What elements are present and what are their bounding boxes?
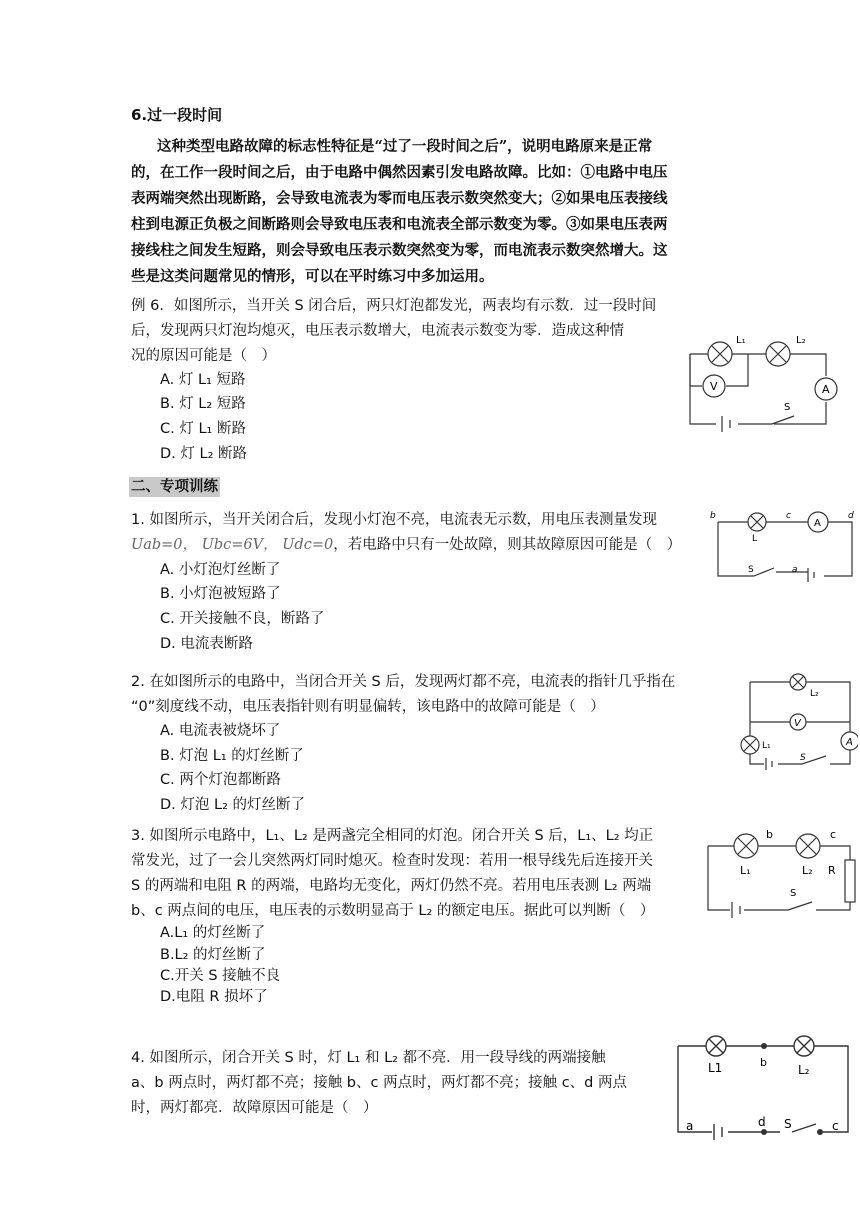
question-line [131, 533, 681, 558]
switch-label: S [748, 565, 754, 575]
question-line: b、c 两点间的电压，电压表的示数明显高于 L₂ 的额定电压。据此可以判断（ ） [131, 903, 655, 919]
point-a: a [686, 1119, 694, 1133]
point-c: c [832, 1119, 839, 1133]
point-b: b [766, 828, 773, 841]
switch-label: S [784, 402, 791, 413]
option-b: B. 灯 L₂ 短路 [160, 396, 246, 412]
option-b: B. 小灯泡被短路了 [160, 586, 281, 602]
option-d: D. 灯 L₂ 断路 [160, 446, 247, 462]
option-a: A. 电流表被烧坏了 [160, 723, 281, 739]
voltmeter-label: V [710, 380, 718, 393]
question-line: a、b 两点时，两灯都不亮；接触 b、c 两点时，两灯都不亮；接触 c、d 两点 [131, 1075, 627, 1091]
option-b: B. 灯泡 L₁ 的灯丝断了 [160, 748, 304, 764]
option-a: A. 小灯泡灯丝断了 [160, 562, 281, 578]
option-b: B.L₂ 的灯丝断了 [160, 947, 266, 963]
question-line: “0”刻度线不动，电压表指针则有明显偏转，该电路中的故障可能是（ ） [131, 699, 605, 715]
point-b: b [710, 511, 716, 521]
paragraph-line: 表两端突然出现断路，会导致电流表为零而电压表示数突然变大；②如果电压表接线 [131, 190, 668, 207]
label-l1: L₁ [736, 335, 746, 346]
point-c: c [830, 828, 837, 841]
paragraph-line: 些是这类问题常见的情形，可以在平时练习中多加运用。 [131, 268, 494, 285]
option-c: C. 灯 L₁ 断路 [160, 421, 246, 437]
question-text: ，若电路中只有一处故障，则其故障原因可能是（ ） [333, 537, 682, 553]
option-a: A.L₁ 的灯丝断了 [160, 925, 266, 941]
point-d: d [758, 1115, 766, 1129]
voltage-values: Uab=0， Ubc=6V， Udc=0 [131, 537, 334, 553]
point-d: d [848, 511, 854, 521]
paragraph-line: 柱到电源正负极之间断路则会导致电压表和电流表全部示数变为零。③如果电压表两 [131, 216, 668, 233]
option-c: C.开关 S 接触不良 [160, 968, 281, 984]
resistor-label: R [828, 864, 836, 877]
option-c: C. 两个灯泡都断路 [160, 772, 281, 788]
paragraph-line: 接线柱之间发生短路，则会导致电压表示数突然变为零，而电流表示数突然增大。这 [131, 242, 668, 259]
option-d: D. 电流表断路 [160, 636, 253, 652]
example-line: 例 6．如图所示，当开关 S 闭合后，两只灯泡都发光，两表均有示数．过一段时间 [131, 298, 657, 314]
option-d: D.电阻 R 损坏了 [160, 989, 268, 1005]
switch-label: S [784, 1117, 792, 1131]
q1-circuit-diagram [708, 506, 858, 582]
example-line: 况的原因可能是（ ） [131, 348, 276, 364]
question-line: 4. 如图所示，闭合开关 S 时，灯 L₁ 和 L₂ 都不亮．用一段导线的两端接触 [131, 1050, 606, 1066]
ammeter-label: A [822, 383, 830, 396]
paragraph-line: 这种类型电路故障的标志性特征是“过了一段时间之后”，说明电路原来是正常 [157, 138, 653, 155]
label-l2: L₂ [810, 689, 819, 699]
point-b: b [760, 1056, 767, 1069]
q4-circuit-diagram [672, 1032, 856, 1144]
section-heading: 二、专项训练 [131, 479, 218, 495]
label-l1: L₁ [740, 864, 751, 877]
switch-label: S [790, 888, 797, 899]
example6-circuit-diagram [686, 330, 846, 440]
question-line: 常发光，过了一会儿突然两灯同时熄灭。检查时发现：若用一根导线先后连接开关 [131, 853, 653, 869]
label-l2: L₂ [798, 1063, 810, 1077]
voltmeter-label: V [794, 718, 801, 729]
option-a: A. 灯 L₁ 短路 [160, 372, 246, 388]
point-c: c [786, 511, 791, 521]
paragraph-line: 的，在工作一段时间之后，由于电路中偶然因素引发电路故障。比如：①电路中电压 [131, 164, 668, 181]
question-line: 3. 如图所示电路中，L₁、L₂ 是两盏完全相同的灯泡。闭合开关 S 后，L₁、L₂ 均正 [131, 828, 654, 844]
ammeter-label: A [846, 737, 853, 748]
point-a: a [792, 565, 798, 575]
question-line: S 的两端和电阻 R 的两端，电路均无变化，两灯仍然不亮。若用电压表测 L₂ 两端 [131, 878, 652, 894]
label-l2: L₂ [796, 335, 806, 346]
ammeter-label: A [814, 518, 821, 529]
q3-circuit-diagram [704, 826, 858, 918]
q2-circuit-diagram [738, 668, 858, 778]
label-l2: L₂ [802, 864, 813, 877]
example-line: 后，发现两只灯泡均熄灭，电压表示数增大，电流表示数变为零．造成这种情 [131, 323, 624, 339]
label-l1: L1 [708, 1061, 723, 1075]
question-line: 1. 如图所示，当开关闭合后，发现小灯泡不亮，电流表无示数，用电压表测量发现 [131, 512, 657, 528]
lamp-label: L [752, 534, 758, 544]
question-line: 2. 在如图所示的电路中，当闭合开关 S 后，发现两灯都不亮，电流表的指针几乎指在 [131, 674, 676, 690]
label-l1: L₁ [762, 741, 771, 751]
section-heading: 6.过一段时间 [131, 106, 223, 124]
question-line: 时，两灯都亮．故障原因可能是（ ） [131, 1100, 378, 1116]
option-c: C. 开关接触不良，断路了 [160, 611, 325, 627]
switch-label: S [800, 753, 806, 763]
option-d: D. 灯泡 L₂ 的灯丝断了 [160, 797, 305, 813]
